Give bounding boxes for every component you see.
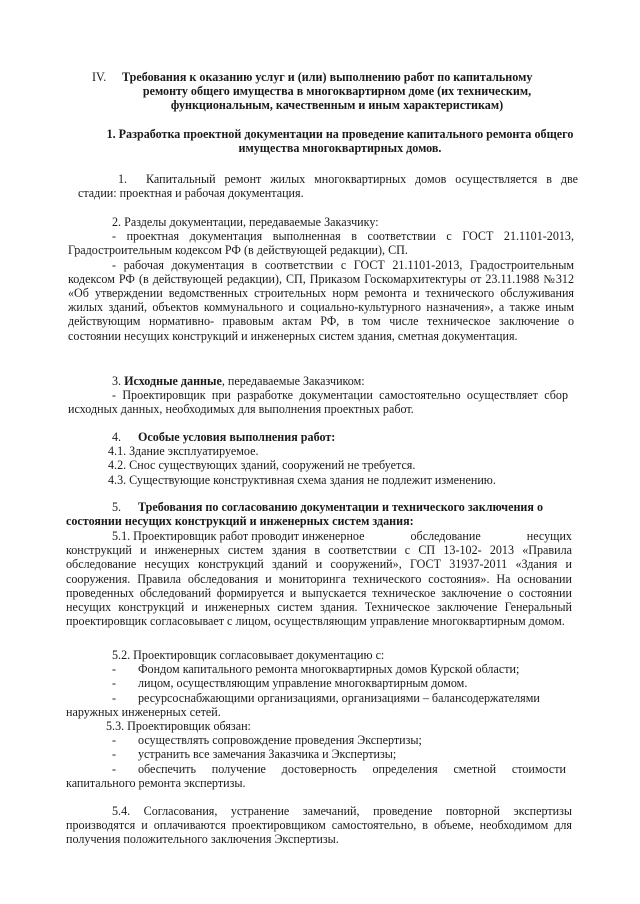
- section-title-line3: функциональным, качественным и иным характеристикам): [170, 98, 504, 113]
- paragraph-3-heading: 3. Исходные данные, передаваемые Заказчиком:: [112, 374, 365, 388]
- paragraph-5-1: [66, 529, 572, 628]
- section-number: IV.: [92, 70, 107, 84]
- paragraph-5-2-item: - Фондом капитального ремонта многоквартирных домов Курской области;: [112, 662, 520, 677]
- bullet-dash: -: [112, 733, 117, 748]
- paragraph-1-number: 1.: [118, 172, 128, 186]
- paragraph-2-heading: 2. Разделы документации, передаваемые Заказчику:: [112, 215, 379, 229]
- paragraph-4-item: 4.2. Снос существующих зданий, сооружений не требуется.: [108, 458, 416, 473]
- section-title-line1: IV. Требования к оказанию услуг и (или) выполнению работ по капитальному: [92, 70, 533, 84]
- paragraph-5-3: [66, 719, 566, 790]
- bullet-dash: -: [112, 761, 117, 776]
- paragraph-3-text: - Проектировщик при разработке документации самостоятельно осуществляет сбор исходных данных, необходимых для выполнения проектных работ.: [68, 388, 568, 417]
- paragraph-2: [68, 215, 574, 343]
- paragraph-4: [68, 430, 568, 487]
- bullet-dash: -: [112, 662, 117, 677]
- paragraph-4-item: 4.3. Существующие конструктивная схема здания не подлежит изменению.: [108, 472, 496, 487]
- paragraph-5-2-heading: 5.2. Проектировщик согласовывает документацию с:: [112, 648, 385, 662]
- paragraph-5-3-item: - осуществлять сопровождение проведения Экспертизы;: [112, 733, 422, 748]
- paragraph-2-item-2: - рабочая документация в соответствии с ГОСТ 21.1101-2013, Градостроительным кодексом РФ (в действующей редакции), СП, Приказом Госкомархитектуры от 23.11.1988 №312 «Об утверждении ведомственных строительных норм ремонта и технического обслуживания жилых зданий, объектов коммунального и социально-культурного назначения», а также иным действующим нормативно- правовым актам РФ, в том числе техническое заключение о состоянии несущих конструкций и инженерных систем здания, сметная документация.: [68, 257, 574, 343]
- paragraph-5-2: [66, 648, 566, 719]
- paragraph-5-3-item: - устранить все замечания Заказчика и Экспертизы;: [112, 747, 397, 762]
- paragraph-5-3-tail: капитального ремонта экспертизы.: [66, 775, 246, 790]
- paragraph-5-2-item: - ресурсоснабжающими организациями, организациями – балансодержателями: [112, 690, 540, 705]
- paragraph-4-heading: 4. Особые условия выполнения работ:: [112, 430, 336, 444]
- paragraph-1: [78, 172, 578, 200]
- paragraph-4-item: 4.1. Здание эксплуатируемое.: [108, 444, 259, 459]
- bullet-dash: -: [112, 747, 117, 762]
- bullet-dash: -: [112, 690, 117, 705]
- paragraph-3: [68, 374, 568, 417]
- paragraph-1-text: Капитальный ремонт жилых многоквартирных домов осуществляется в две стадии: проектная и рабочая документация.: [78, 172, 578, 201]
- paragraph-5-2-tail: наружных инженерных сетей.: [66, 704, 221, 719]
- section-title: [92, 70, 562, 113]
- paragraph-5-heading-line2: состоянии несущих конструкций и инженерных систем здания:: [66, 514, 414, 529]
- paragraph-5-1-text: конструкций и инженерных систем здания в соответствии с СП 13-102- 2013 «Правила обследование несущих конструкций зданий и сооружений», ГОСТ 31937-2011 «Здания и сооружения. Правила обследования и мониторинга технического состояния». На основании проведенных обследований формируется и выпускается техническое заключение о состоянии несущих конструкций и инженерных систем здания. Техническое заключение Генеральный проектировщик согласовывает с лицом, осуществляющим управление многоквартирным домом.: [66, 543, 572, 629]
- section-title-line2: ремонту общего имущества в многоквартирном доме (их техническим,: [142, 84, 532, 99]
- paragraph-2-item-1: - проектная документация выполненная в соответствии с ГОСТ 21.1101-2013, Градостроительным кодексом РФ (в действующей редакции), СП.: [68, 229, 574, 258]
- paragraph-5-heading: [66, 500, 572, 528]
- paragraph-5-2-item: - лицом, осуществляющим управление многоквартирным домом.: [112, 676, 468, 691]
- paragraph-5-1-first-line: 5.1. Проектировщик работ проводит инженерное обследование несущих: [112, 529, 572, 543]
- paragraph-5-4: 5.4. Согласования, устранение замечаний, проведение повторной экспертизы производятся и оплачиваются проектировщиком самостоятельно, в объеме, необходимом для получения положительного заключения Экспертизы.: [66, 804, 572, 847]
- subsection-title-line2: имущества многоквартирных домов.: [238, 141, 442, 156]
- paragraph-5-heading-line1: 5. Требования по согласованию документации и технического заключения о: [112, 500, 543, 514]
- bullet-dash: -: [112, 676, 117, 691]
- subsection-title-line1: 1. Разработка проектной документации на проведение капитального ремонта общего: [106, 127, 574, 141]
- paragraph-5-3-heading: 5.3. Проектировщик обязан:: [106, 719, 251, 733]
- paragraph-5-3-item: - обеспечить получение достоверность определения сметной стоимости: [112, 761, 566, 776]
- subsection-title: [100, 127, 580, 155]
